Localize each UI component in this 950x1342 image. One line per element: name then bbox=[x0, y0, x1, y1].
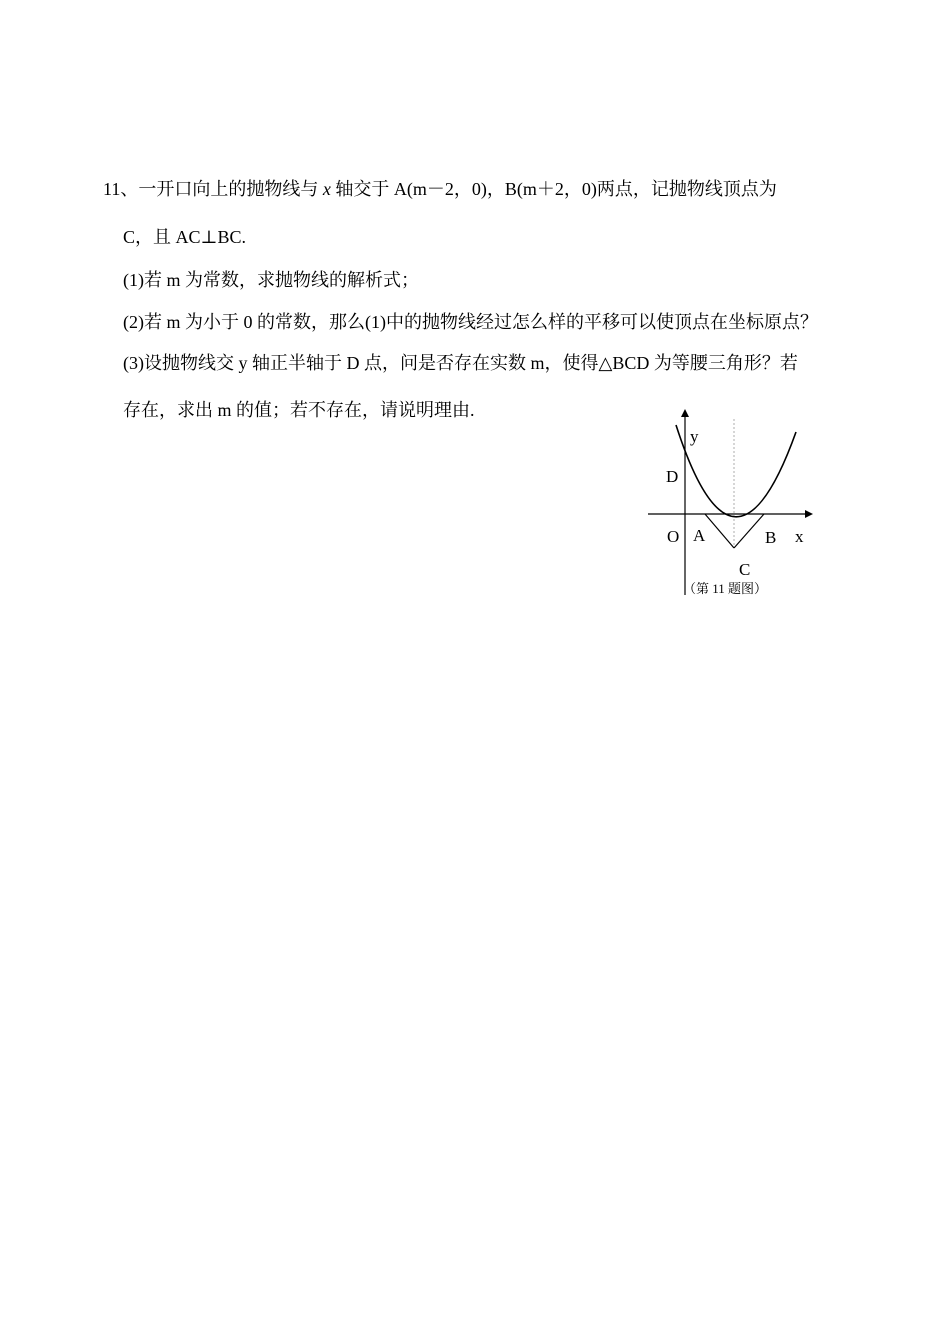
problem-part-3-line-2: 存在，求出 m 的值；若不存在，请说明理由. bbox=[123, 400, 475, 420]
point-c-label: C bbox=[739, 560, 751, 579]
problem-part-3-line-1: (3)设抛物线交 y 轴正半轴于 D 点，问是否存在实数 m，使得△BCD 为等腰三角形？若 bbox=[123, 353, 798, 373]
segment-ac bbox=[705, 514, 734, 548]
problem-line-1-var: x bbox=[322, 179, 331, 199]
segment-bc bbox=[734, 514, 764, 548]
problem-line-1 bbox=[103, 177, 777, 201]
x-axis-label: x bbox=[795, 527, 804, 546]
point-b-label: B bbox=[765, 528, 777, 547]
problem-part-1: (1)若 m 为常数，求抛物线的解析式； bbox=[123, 270, 419, 290]
problem-line-1-prefix: 11、一开口向上的抛物线与 bbox=[103, 179, 323, 199]
y-axis-arrow bbox=[681, 409, 689, 417]
problem-part-2: (2)若 m 为小于 0 的常数，那么(1)中的抛物线经过怎么样的平移可以使顶点在坐标原点？ bbox=[123, 312, 818, 332]
origin-label: O bbox=[667, 527, 680, 546]
figure-caption: （第 11 题图） bbox=[682, 581, 768, 596]
parabola-figure bbox=[640, 405, 820, 600]
y-axis-label: y bbox=[690, 427, 699, 446]
point-a-label: A bbox=[693, 526, 706, 545]
point-d-label: D bbox=[666, 467, 679, 486]
x-axis-arrow bbox=[805, 510, 813, 518]
problem-line-2: C，且 AC⊥BC. bbox=[123, 227, 246, 247]
problem-line-1-suffix: 轴交于 A(m－2，0)，B(m＋2，0)两点，记抛物线顶点为 bbox=[330, 179, 777, 199]
